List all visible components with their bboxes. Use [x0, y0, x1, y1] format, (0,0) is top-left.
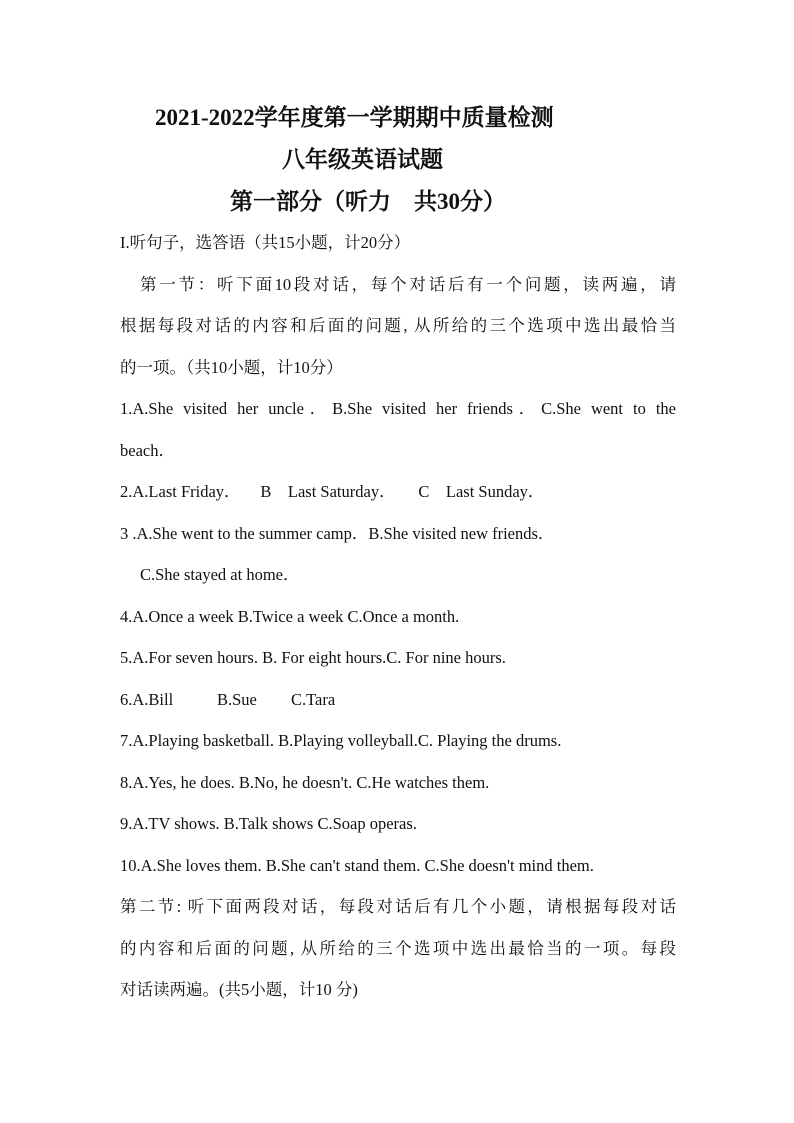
question-2-option-b: B Last Saturday．	[260, 482, 396, 501]
question-8: 8.A.Yes, he does. B.No, he doesn't. C.He watches them.	[120, 772, 490, 792]
question-6	[120, 679, 676, 721]
exam-title: 2021-2022学年度第一学期期中质量检测	[155, 105, 554, 130]
question-2	[120, 471, 676, 513]
exam-body	[120, 222, 676, 1011]
question-4: 4.A.Once a week B.Twice a week C.Once a month.	[120, 606, 460, 626]
question-6-option-a: 6.A.Bill	[120, 689, 174, 709]
question-3: 3 .A.She went to the summer camp．B.She visited new friends．	[120, 523, 555, 543]
part1-instruction-line: 根据每段对话的内容和后面的问题, 从所给的三个选项中选出最恰当	[120, 316, 676, 335]
question-5: 5.A.For seven hours. B. For eight hours.C. For nine hours.	[120, 648, 506, 667]
part-title: 第一部分（听力 共30分）	[230, 189, 506, 214]
question-6-option-b: B.Sue	[217, 689, 257, 709]
question-1-continued: beach．	[120, 440, 175, 460]
part2-instruction-line: 对话读两遍。(共5小题，计10 分)	[120, 980, 358, 999]
part1-instruction-line: 第一节：听下面10段对话，每个对话后有一个问题，读两遍，请	[140, 274, 676, 294]
part2-instruction-line: 的内容和后面的问题, 从所给的三个选项中选出最恰当的一项。每段	[120, 938, 676, 958]
question-9: 9.A.TV shows. B.Talk shows C.Soap operas.	[120, 814, 417, 833]
question-6-option-c: C.Tara	[291, 689, 336, 709]
part2-instruction-line: 第二节: 听下面两段对话，每段对话后有几个小题，请根据每段对话	[120, 897, 676, 916]
question-7: 7.A.Playing basketball. B.Playing volleyball.C. Playing the drums.	[120, 731, 562, 750]
part1-instruction-line: 的一项。（共10小题，计10分）	[120, 357, 343, 377]
exam-subtitle: 八年级英语试题	[282, 147, 443, 172]
question-1: 1.A.She visited her uncle．B.She visited her friends．C.She went to the	[120, 399, 676, 418]
section-heading: I.听句子，选答语（共15小题，计20分）	[120, 233, 411, 252]
question-2-option-a: A.Last Friday．	[132, 482, 241, 501]
question-10: 10.A.She loves them. B.She can't stand them. C.She doesn't mind them.	[120, 855, 594, 875]
question-2-option-c: C Last Sunday．	[418, 482, 545, 501]
question-3-continued: C.She stayed at home．	[140, 565, 300, 584]
question-2-number: 2.	[120, 482, 133, 501]
